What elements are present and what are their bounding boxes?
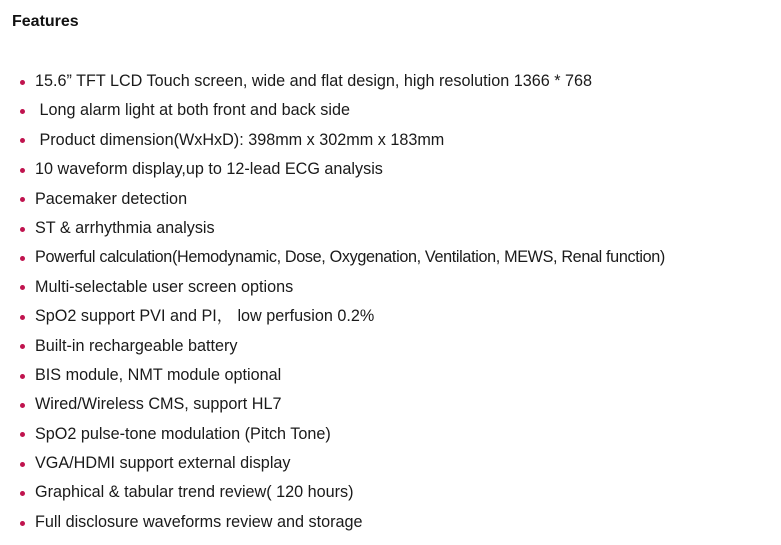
bullet-dot-icon [20, 138, 25, 143]
bullet-dot-icon [20, 197, 25, 202]
bullet-dot-icon [20, 491, 25, 496]
bullet-dot-icon [20, 403, 25, 408]
feature-text: Product dimension(WxHxD): 398mm x 302mm x 183mm [35, 130, 445, 149]
feature-text: SpO2 support PVI and PI， low perfusion 0.2% [35, 307, 375, 326]
feature-text: Powerful calculation(Hemodynamic, Dose, Oxygenation, Ventilation, MEWS, Renal function) [35, 248, 665, 267]
bullet-dot-icon [20, 227, 25, 232]
feature-text: Wired/Wireless CMS, support HL7 [35, 395, 282, 414]
feature-item [20, 273, 781, 302]
feature-item [20, 420, 781, 449]
feature-text: Long alarm light at both front and back side [35, 101, 350, 120]
feature-item [20, 96, 781, 125]
bullet-dot-icon [20, 432, 25, 437]
feature-text: VGA/HDMI support external display [35, 454, 291, 473]
bullet-dot-icon [20, 168, 25, 173]
feature-item [20, 449, 781, 478]
feature-text: Graphical & tabular trend review( 120 hours) [35, 483, 354, 502]
feature-text: 15.6” TFT LCD Touch screen, wide and flat design, high resolution 1366 * 768 [35, 72, 593, 90]
bullet-dot-icon [20, 374, 25, 379]
feature-item [20, 243, 781, 272]
bullet-dot-icon [20, 256, 25, 261]
feature-item [20, 126, 781, 155]
feature-item [20, 361, 781, 390]
bullet-dot-icon [20, 80, 25, 85]
feature-text: Multi-selectable user screen options [35, 277, 294, 296]
bullet-dot-icon [20, 109, 25, 114]
feature-item [20, 508, 781, 537]
bullet-dot-icon [20, 521, 25, 526]
feature-text: Pacemaker detection [35, 189, 188, 208]
bullet-dot-icon [20, 462, 25, 467]
feature-item [20, 478, 781, 507]
feature-text: Built-in rechargeable battery [35, 336, 238, 355]
feature-item [20, 214, 781, 243]
feature-item [20, 390, 781, 419]
feature-item [20, 155, 781, 184]
feature-item [20, 332, 781, 361]
feature-text: BIS module, NMT module optional [35, 365, 282, 384]
features-list [20, 67, 781, 537]
feature-text: ST & arrhythmia analysis [35, 218, 215, 237]
feature-item [20, 185, 781, 214]
feature-text: Full disclosure waveforms review and storage [35, 512, 363, 531]
feature-item [20, 302, 781, 331]
feature-text: SpO2 pulse-tone modulation (Pitch Tone) [35, 424, 331, 443]
features-heading: Features [12, 13, 79, 30]
bullet-dot-icon [20, 344, 25, 349]
bullet-dot-icon [20, 285, 25, 290]
feature-item [20, 67, 781, 96]
feature-text: 10 waveform display,up to 12-lead ECG analysis [35, 160, 383, 179]
bullet-dot-icon [20, 315, 25, 320]
